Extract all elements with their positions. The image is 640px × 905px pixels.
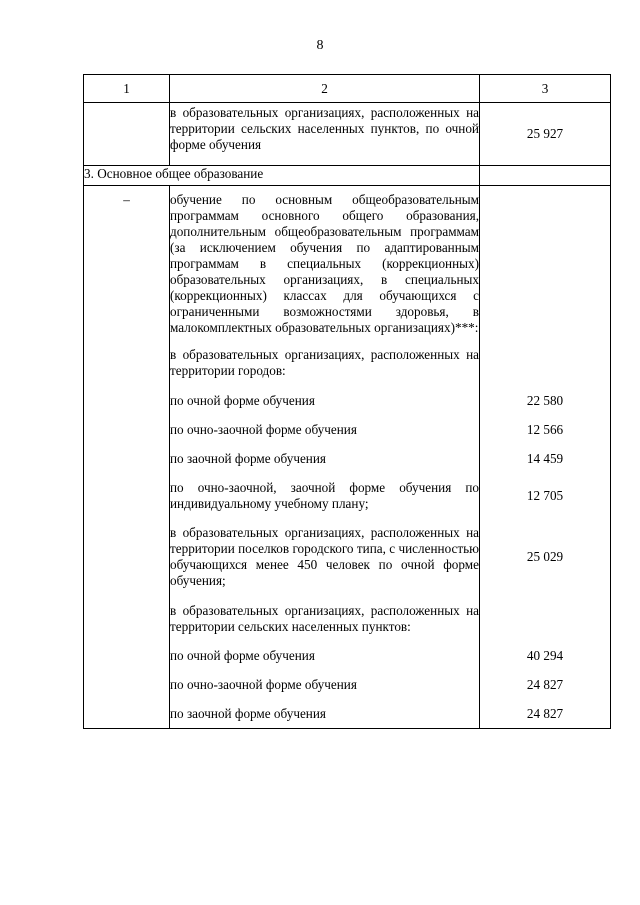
settlements-value: 25 029 bbox=[480, 525, 611, 603]
cities-label-2: по заочной форме обучения bbox=[170, 451, 326, 466]
cities-value-3: 12 705 bbox=[480, 480, 611, 525]
page-number: 8 bbox=[316, 38, 324, 53]
table-row bbox=[84, 648, 611, 677]
column-header-row bbox=[84, 75, 611, 103]
dash-marker: – bbox=[84, 186, 170, 348]
table-row bbox=[84, 603, 611, 648]
table-row bbox=[84, 347, 611, 393]
table-row bbox=[84, 677, 611, 706]
column-header-2: 2 bbox=[170, 75, 480, 103]
rural-value-0: 40 294 bbox=[480, 648, 611, 677]
table-row bbox=[84, 393, 611, 422]
cities-value-2: 14 459 bbox=[480, 451, 611, 480]
cities-label-0: по очной форме обучения bbox=[170, 393, 315, 408]
rural-prev-value: 25 927 bbox=[480, 103, 611, 166]
cities-value-1: 12 566 bbox=[480, 422, 611, 451]
rural-label-2: по заочной форме обучения bbox=[170, 706, 326, 721]
rural-label-1: по очно-заочной форме обучения bbox=[170, 677, 357, 692]
table-row bbox=[84, 451, 611, 480]
table-row bbox=[84, 525, 611, 603]
section-title: 3. Основное общее образование bbox=[84, 166, 264, 181]
rural-prev-text: в образовательных организациях, расположенных на территории сельских населенных пунктов, по очной форме обучения bbox=[170, 105, 479, 152]
column-header-3: 3 bbox=[480, 75, 611, 103]
table-row bbox=[84, 186, 611, 348]
rural-value-2: 24 827 bbox=[480, 706, 611, 729]
cities-label-1: по очно-заочной форме обучения bbox=[170, 422, 357, 437]
rural-heading: в образовательных организациях, расположенных на территории сельских населенных пунктов: bbox=[170, 603, 479, 634]
table-row bbox=[84, 422, 611, 451]
cities-value-0: 22 580 bbox=[480, 393, 611, 422]
cities-heading: в образовательных организациях, расположенных на территории городов: bbox=[170, 347, 479, 378]
table-row bbox=[84, 480, 611, 525]
column-header-1: 1 bbox=[84, 75, 170, 103]
intro-text: обучение по основным общеобразовательным программам основного общего образования, дополнительным общеобразовательным программам (за исключением обучения по адаптированным программам в специальных (коррекционных) образовательных организациях, в специальных (коррекционных) классах для обучающихся с ограниченными возможностями здоровья, в малокомплектных образовательных организациях)***: bbox=[170, 192, 479, 335]
table-row bbox=[84, 103, 611, 166]
cities-label-3: по очно-заочной, заочной форме обучения по индивидуальному учебному плану; bbox=[170, 480, 479, 511]
rural-value-1: 24 827 bbox=[480, 677, 611, 706]
rural-label-0: по очной форме обучения bbox=[170, 648, 315, 663]
table-row bbox=[84, 706, 611, 729]
settlements-text: в образовательных организациях, расположенных на территории поселков городского типа, с численностью обучающихся менее 450 человек по очной форме обучения; bbox=[170, 525, 479, 588]
norms-table bbox=[83, 74, 611, 729]
section-row bbox=[84, 166, 611, 186]
